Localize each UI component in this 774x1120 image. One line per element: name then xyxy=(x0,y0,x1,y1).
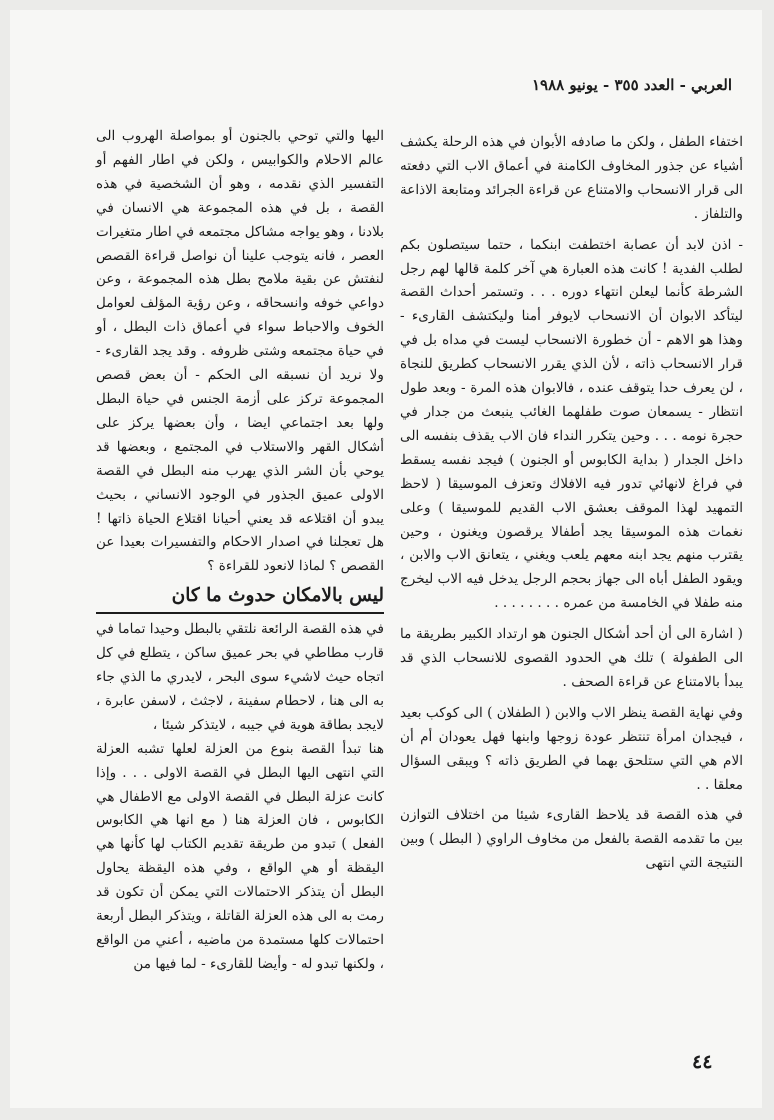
right-column xyxy=(400,131,743,876)
paragraph: وفي نهاية القصة ينظر الاب والابن ( الطفلان ) الى كوكب بعيد ، فيجدان امرأة تنتظر عودة زوجها وابنها فهل يعودان أم أن الام هي التي ستلحق بهما في الطريق ذاته ؟ ويبقى السؤال معلقا . . xyxy=(400,704,743,793)
paragraph: اليها والتي توحي بالجنون أو بمواصلة الهروب الى عالم الاحلام والكوابيس ، ولكن في اطار الفهم أو التفسير الذي نقدمه ، وهو أن الشخصية في هذه القصة ، بل في هذه المجموعة هي الانسان في بلادنا ، وهو يواجه مشاكل مجتمعه في اطار متغيرات العصر ، فانه يتوجب علينا أن نواصل قراءة القصص لنفتش عن بقية ملامح بطل هذه المجموعة ، وعن دواعي خوفه وانسحاقه ، وعن رؤية المؤلف لعوامل الخوف والاحباط سواء في أعماق ذات البطل ، أو في حياة مجتمعه وشتى ظروفه . وقد يجد القارىء - ولا نريد أن نسبقه الى الحكم - أن بعض قصص المجموعة تركز على أزمة الجنس في حياة البطل ولها بعد اجتماعي ايضا ، وأن بعضها يركز على أشكال القهر والاستلاب في المجتمع ، وبعضها قد يوحي بأن الشر الذي يهرب منه البطل في القصة الاولى عميق الجذور في الوجود الانساني ، بحيث يبدو أن اقتلاعه قد يعني أحيانا اقتلاع الحياة ذاتها ! هل تعجلنا في اصدار الاحكام والتفسيرات بعيدا عن القصص ؟ لماذا لانعود للقراءة ؟ xyxy=(96,128,384,575)
paragraph: في هذه القصة الرائعة نلتقي بالبطل وحيدا تماما في قارب مطاطي في بحر عميق ساكن ، يتطلع في كل اتجاه حيث لاشيء سوى البحر ، لايدري ما الذي جاء به الى هنا ، لاحطام سفينة ، لاجثث ، لاسفن عابرة ، لايجد بطاقة هوية في جيبه ، لايتذكر شيئا ، xyxy=(96,621,384,733)
paragraph: - اذن لابد أن عصابة اختطفت ابنكما ، حتما سيتصلون بكم لطلب الفدية ! كانت هذه العبارة هي آخر كلمة قالها لهم رجل الشرطة كأنما ليعلن انتهاء دوره . . . وتستمر أحداث القصة ليتأكد الابوان أن الانسحاب لايوفر أمنا وليكتشف القارىء - وهذا هو الاهم - أن خطورة الانسحاب ليست في مداه بل في قرار الانسحاب ذاته ، لأن الذي يقرر الانسحاب كطريق للنجاة ، لن يعرف حدا يتوقف عنده ، فالابوان هذه المرة - وبعد طول انتظار - يسمعان صوت طفلهما الغائب ينبعث من جدار في حجرة نومه . . . وحين يتكرر النداء فان الاب يقذف بنفسه الى داخل الجدار ( بداية الكابوس أو الجنون ) فيجد نفسه يسقط في فراغ لانهائي تدور فيه الافلاك وتعزف الموسيقا ( لاحظ التمهيد لهذا الموقف بعشق الاب القديم للموسيقا ) وعلى نغمات هذه الموسيقا يجد أطفالا يرقصون ويغنون ، وحين يقترب منهم يجد ابنه معهم يلعب ويغني ، يتعانق الاب والابن ، ويقود الطفل أباه الى جهاز بحجم الرجل يدخل فيه الاب ليخرج منه طفلا في الخامسة من عمره . . . . . . . . xyxy=(400,236,743,612)
section-subheading: ليس بالامكان حدوث ما كان xyxy=(96,582,384,614)
running-header: العربي - العدد ٣٥٥ - يونيو ١٩٨٨ xyxy=(531,76,732,94)
paragraph: هنا تبدأ القصة بنوع من العزلة لعلها تشبه العزلة التي انتهى اليها البطل في القصة الاولى . . . وإذا كانت عزلة البطل في القصة الاولى مع الاطفال هي الكابوس ، فان العزلة هنا ( مع انها هي الكابوس الفعل ) تبدو من طريقة تقديم الكتاب لها كأنها هي اليقظة أو هي الواقع ، وفي هذه اليقظة يحاول البطل أن يتذكر الاحتمالات التي يمكن أن تكون قد رمت به الى هذه العزلة القاتلة ، ويتذكر البطل أربعة احتمالات كلها مستمدة من ماضيه ، أعني من الواقع ، ولكنها تبدو له - وأيضا للقارىء - لما فيها من xyxy=(96,740,384,972)
paragraph: ( اشارة الى أن أحد أشكال الجنون هو ارتداد الكبير بطريقة ما الى الطفولة ) تلك هي الحدود القصوى للانسحاب الذي قد يبدأ بالامتناع عن قراءة الصحف . xyxy=(400,626,743,690)
paragraph: اختفاء الطفل ، ولكن ما صادفه الأبوان في هذه الرحلة يكشف أشياء عن جذور المخاوف الكامنة في أعماق الاب التي دفعته الى قرار الانسحاب والامتناع عن قراءة الجرائد ومتابعة الاذاعة والتلفاز . xyxy=(400,134,743,222)
paragraph: في هذه القصة قد يلاحظ القارىء شيئا من اختلاف التوازن بين ما تقدمه القصة بالفعل من مخاوف الراوي ( البطل ) وبين النتيجة التي انتهى xyxy=(400,807,743,872)
page-number: ٤٤ xyxy=(692,1051,713,1073)
left-column xyxy=(96,125,384,977)
magazine-page xyxy=(10,10,762,1108)
section-body xyxy=(96,618,384,977)
